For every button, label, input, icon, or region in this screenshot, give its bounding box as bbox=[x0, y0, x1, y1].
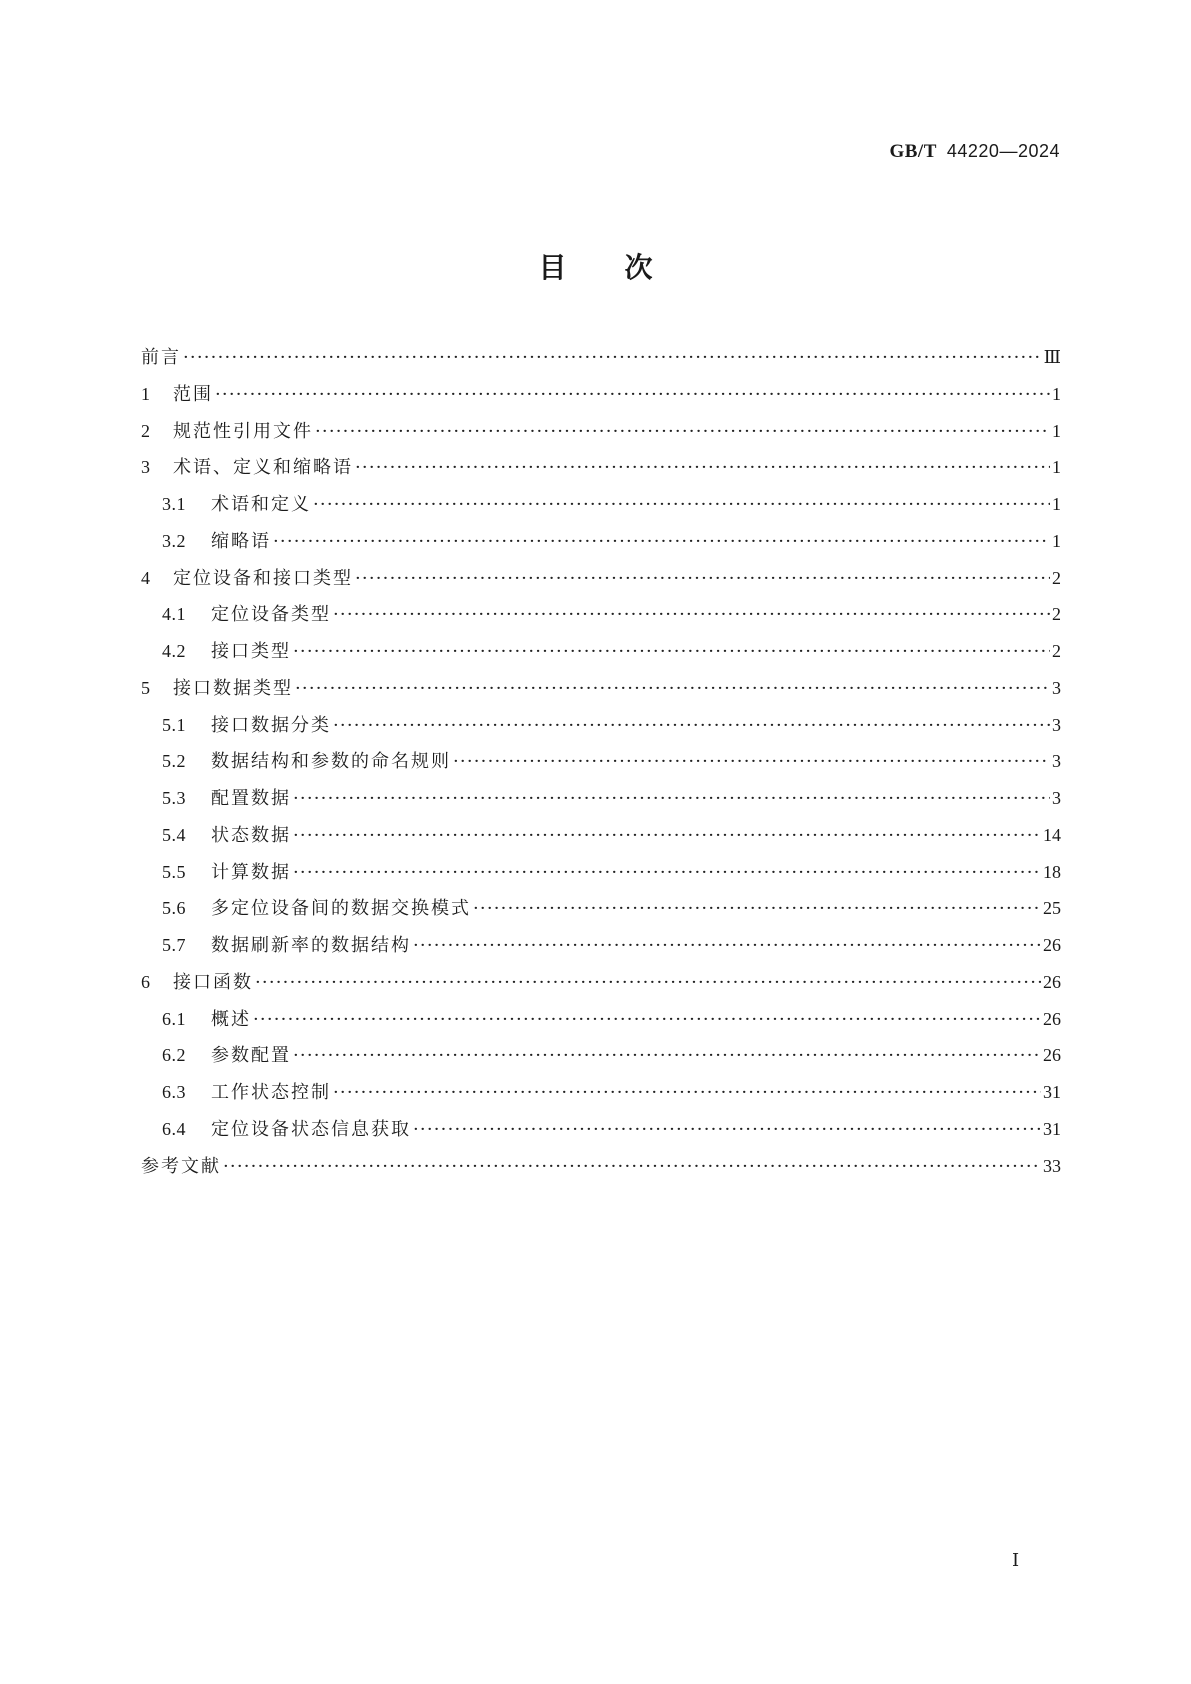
toc-entry-title: 状态数据 bbox=[211, 824, 291, 846]
toc-entry-number: 5.7 bbox=[162, 935, 186, 955]
toc-entry-page: 25 bbox=[1043, 898, 1061, 919]
toc-entry[interactable] bbox=[141, 854, 1061, 891]
toc-entry[interactable] bbox=[141, 1074, 1061, 1111]
toc-entry-page: 1 bbox=[1052, 457, 1061, 478]
toc-entry[interactable] bbox=[141, 633, 1061, 670]
toc-entry-number: 5.1 bbox=[162, 714, 186, 735]
toc-entry[interactable] bbox=[141, 560, 1061, 597]
toc-entry[interactable] bbox=[141, 413, 1061, 450]
toc-entry-page: 26 bbox=[1043, 971, 1061, 992]
toc-entry-number: 6.1 bbox=[162, 1008, 186, 1029]
toc-entry[interactable] bbox=[141, 780, 1061, 817]
toc-dot-leader bbox=[253, 1002, 1041, 1039]
toc-entry-number: 4.1 bbox=[162, 604, 186, 625]
toc-entry-page: 2 bbox=[1052, 604, 1061, 625]
toc-entry-page: 3 bbox=[1052, 677, 1061, 698]
toc-entry[interactable] bbox=[141, 670, 1061, 707]
toc-entry[interactable] bbox=[141, 1037, 1061, 1074]
toc-entry-number: 5.4 bbox=[162, 824, 186, 845]
toc-dot-leader bbox=[293, 1038, 1041, 1075]
toc-entry-number: 1 bbox=[141, 383, 151, 404]
toc-entry-number: 5.3 bbox=[162, 788, 186, 808]
toc-entry-title: 前言 bbox=[141, 347, 181, 368]
toc-entry[interactable] bbox=[141, 486, 1061, 523]
toc-entry-page: 1 bbox=[1052, 420, 1061, 441]
toc-entry[interactable] bbox=[141, 596, 1061, 633]
toc-entry-page: 26 bbox=[1043, 935, 1061, 955]
toc-entry[interactable] bbox=[141, 376, 1061, 413]
toc-entry-number: 5.6 bbox=[162, 898, 186, 919]
toc-entry-number: 3.1 bbox=[162, 494, 186, 514]
toc-entry-title: 参考文献 bbox=[141, 1155, 221, 1177]
toc-dot-leader bbox=[273, 524, 1050, 561]
toc-entry[interactable] bbox=[141, 964, 1061, 1001]
toc-dot-leader bbox=[333, 597, 1050, 634]
toc-dot-leader bbox=[355, 561, 1050, 598]
toc-entry-page: 14 bbox=[1043, 824, 1061, 845]
toc-entry-title: 计算数据 bbox=[211, 861, 291, 883]
toc-dot-leader bbox=[453, 744, 1050, 781]
toc-dot-leader bbox=[295, 671, 1050, 708]
toc-entry-page: 26 bbox=[1043, 1008, 1061, 1029]
toc-entry-number: 3 bbox=[141, 457, 151, 478]
toc-entry-title: 接口类型 bbox=[211, 641, 291, 662]
toc-dot-leader bbox=[413, 1112, 1041, 1149]
toc-dot-leader bbox=[473, 891, 1041, 928]
toc-entry-number: 2 bbox=[141, 420, 151, 441]
toc-entry-title: 术语和定义 bbox=[211, 494, 311, 515]
page-number: Ⅰ bbox=[1012, 1550, 1020, 1570]
toc-entry-page: 1 bbox=[1052, 494, 1061, 514]
toc-entry-page: 26 bbox=[1043, 1045, 1061, 1066]
toc-dot-leader bbox=[223, 1149, 1041, 1186]
toc-entry-title: 定位设备状态信息获取 bbox=[211, 1118, 411, 1140]
toc-dot-leader bbox=[355, 450, 1050, 487]
toc-dot-leader bbox=[333, 708, 1050, 745]
toc-entry-title: 接口数据类型 bbox=[173, 677, 293, 699]
toc-entry-title: 工作状态控制 bbox=[211, 1082, 331, 1103]
toc-entry-title: 配置数据 bbox=[211, 788, 291, 809]
page-title: 目次 bbox=[538, 251, 711, 284]
toc-entry-page: Ⅲ bbox=[1043, 347, 1061, 367]
toc-entry-title: 范围 bbox=[173, 383, 213, 405]
toc-dot-leader bbox=[215, 377, 1050, 414]
toc-entry-title: 参数配置 bbox=[211, 1045, 291, 1067]
toc-entry-title: 定位设备和接口类型 bbox=[173, 567, 353, 589]
toc-entry-number: 5.2 bbox=[162, 751, 186, 772]
toc-entry-page: 31 bbox=[1043, 1118, 1061, 1139]
toc-entry-page: 33 bbox=[1043, 1155, 1061, 1176]
toc-entry-page: 3 bbox=[1052, 714, 1061, 735]
toc-entry[interactable] bbox=[141, 743, 1061, 780]
toc-entry-page: 1 bbox=[1052, 530, 1061, 551]
toc-dot-leader bbox=[333, 1075, 1041, 1112]
toc-entry[interactable] bbox=[141, 1148, 1061, 1185]
toc-entry-number: 5 bbox=[141, 677, 151, 698]
toc-dot-leader bbox=[255, 965, 1041, 1002]
toc-entry-page: 31 bbox=[1043, 1082, 1061, 1102]
toc-entry[interactable] bbox=[141, 927, 1061, 964]
toc-entry-number: 6.2 bbox=[162, 1045, 186, 1066]
toc-entry-number: 4 bbox=[141, 567, 151, 588]
toc-entry-title: 术语、定义和缩略语 bbox=[173, 457, 353, 479]
toc-entry-title: 多定位设备间的数据交换模式 bbox=[211, 898, 471, 920]
standard-prefix: GB/T bbox=[889, 141, 937, 162]
toc-dot-leader bbox=[293, 855, 1041, 892]
toc-entry-page: 18 bbox=[1043, 861, 1061, 882]
table-of-contents bbox=[141, 339, 1061, 1184]
toc-entry-title: 接口函数 bbox=[173, 971, 253, 993]
toc-entry-title: 数据刷新率的数据结构 bbox=[211, 935, 411, 956]
toc-entry[interactable] bbox=[141, 339, 1061, 376]
toc-dot-leader bbox=[313, 487, 1050, 524]
toc-entry[interactable] bbox=[141, 1001, 1061, 1038]
standard-number: 44220—2024 bbox=[946, 141, 1060, 161]
toc-entry-number: 6 bbox=[141, 971, 151, 992]
toc-dot-leader bbox=[315, 414, 1050, 451]
toc-entry-number: 6.3 bbox=[162, 1082, 186, 1102]
toc-dot-leader bbox=[293, 781, 1050, 818]
standard-code bbox=[889, 141, 1060, 163]
toc-entry[interactable] bbox=[141, 1111, 1061, 1148]
toc-entry[interactable] bbox=[141, 523, 1061, 560]
toc-dot-leader bbox=[183, 340, 1042, 377]
toc-entry-page: 3 bbox=[1052, 751, 1061, 772]
toc-entry[interactable] bbox=[141, 890, 1061, 927]
toc-entry-page: 2 bbox=[1052, 641, 1061, 661]
toc-entry[interactable] bbox=[141, 707, 1061, 744]
toc-entry[interactable] bbox=[141, 449, 1061, 486]
toc-dot-leader bbox=[293, 818, 1041, 855]
toc-entry-title: 缩略语 bbox=[211, 530, 271, 552]
toc-entry-number: 3.2 bbox=[162, 530, 186, 551]
toc-entry-title: 定位设备类型 bbox=[211, 604, 331, 626]
toc-entry-page: 1 bbox=[1052, 383, 1061, 404]
toc-entry[interactable] bbox=[141, 817, 1061, 854]
toc-entry-number: 5.5 bbox=[162, 861, 186, 882]
toc-entry-number: 6.4 bbox=[162, 1118, 186, 1139]
toc-entry-page: 2 bbox=[1052, 567, 1061, 588]
toc-entry-title: 规范性引用文件 bbox=[173, 420, 313, 442]
toc-entry-number: 4.2 bbox=[162, 641, 186, 661]
toc-dot-leader bbox=[413, 928, 1041, 965]
toc-entry-title: 数据结构和参数的命名规则 bbox=[211, 751, 451, 773]
toc-entry-page: 3 bbox=[1052, 788, 1061, 808]
toc-entry-title: 接口数据分类 bbox=[211, 714, 331, 736]
toc-entry-title: 概述 bbox=[211, 1008, 251, 1030]
toc-dot-leader bbox=[293, 634, 1050, 671]
